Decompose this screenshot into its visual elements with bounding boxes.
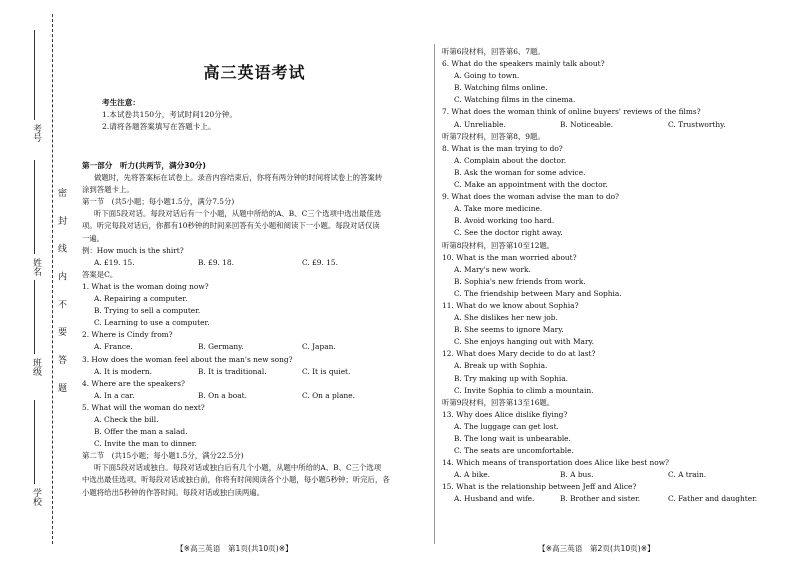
option: A. Going to town. — [454, 71, 520, 81]
school-blank — [34, 400, 35, 484]
option: B. Noticeable. — [560, 119, 614, 129]
question: 1. What is the woman doing now? — [82, 281, 209, 291]
class-label: 班级 — [31, 358, 41, 376]
option: C. A train. — [668, 470, 707, 480]
option: B. It is traditional. — [198, 366, 267, 376]
example-options — [82, 257, 427, 269]
example-answer: 答案是C。 — [82, 269, 118, 279]
directions: 涂到答题卡上。 — [82, 185, 134, 195]
question: 12. What does Mary decide to do at last? — [442, 349, 596, 359]
question: 3. How does the woman feel about the man's new song? — [82, 354, 293, 364]
part-heading: 第一部分 听力(共两节，满分30分) — [82, 161, 206, 170]
directions: 项。听完每段对话后，你都有10秒钟的时间来回答有关小题和阅读下一小题。每段对话仅读 — [82, 221, 380, 231]
options-row — [82, 341, 427, 353]
question: 14. Which means of transportation does Alice like best now? — [442, 458, 670, 468]
question: 6. What do the speakers mainly talk about? — [442, 59, 605, 69]
question: 11. What do we know about Sophia? — [442, 300, 579, 310]
exam-number-label: 考号 — [31, 124, 41, 142]
page-footer-right: 【※高三英语 第2页(共10页)※】 — [538, 544, 655, 553]
options-row — [82, 366, 427, 378]
option: A. In a car. — [94, 390, 135, 400]
option: A. She dislikes her new job. — [454, 313, 558, 323]
options-row — [82, 390, 427, 402]
option: C. Invite Sophia to climb a mountain. — [454, 385, 594, 395]
example-question: 例：How much is the shirt? — [82, 245, 184, 255]
question: 2. Where is Cindy from? — [82, 330, 173, 340]
question: 9. What does the woman advise the man to do? — [442, 192, 620, 202]
option: A. Complain about the doctor. — [454, 155, 567, 165]
notice-item: 1.本试卷共150分，考试时间120分钟。 — [102, 110, 237, 119]
option: C. It is quiet. — [302, 366, 351, 376]
school-label: 学校 — [31, 488, 41, 506]
seal-line — [52, 14, 53, 544]
directions: 听下面5段对话或独白。每段对话或独白后有几个小题，从题中所给的A、B、C三个选项 — [94, 463, 382, 473]
option: B. The long wait is unbearable. — [454, 434, 571, 443]
option: B. Sophia's new friends from work. — [454, 276, 586, 286]
option: C. On a plane. — [302, 390, 355, 400]
option: C. Trustworthy. — [668, 119, 726, 129]
name-blank — [34, 160, 35, 254]
column-divider — [434, 44, 435, 544]
option: B. On a boat. — [198, 390, 247, 400]
option: B. Trying to sell a computer. — [94, 306, 201, 316]
option: C. The friendship between Mary and Sophia. — [454, 288, 622, 298]
class-blank — [34, 280, 35, 354]
option: C. Make an appointment with the doctor. — [454, 180, 608, 190]
option: C. Japan. — [302, 342, 336, 352]
option: A. £19. 15. — [94, 257, 135, 267]
section-heading: 第一节 (共5小题；每小题1.5分，满分7.5分) — [82, 197, 235, 207]
name-label: 姓名 — [31, 258, 41, 276]
option: B. A bus. — [560, 470, 594, 480]
option: C. Invite the man to dinner. — [94, 439, 197, 449]
option: A. A bike. — [454, 470, 491, 480]
option: C. £9. 15. — [302, 257, 338, 267]
page-footer-left: 【※高三英语 第1页(共10页)※】 — [176, 544, 293, 553]
option: A. It is modern. — [94, 366, 152, 376]
directions: 中选出最佳选项。听每段对话或独白前，你将有时间阅读各个小题，每小题5秒钟；听完后，各 — [82, 475, 390, 485]
question: 15. What is the relationship between Jeff and Alice? — [442, 482, 637, 492]
directions: 一遍。 — [82, 233, 105, 243]
options-row — [442, 119, 782, 131]
directions: 做题时，先将答案标在试卷上。录音内容结束后，你将有两分钟的时间将试卷上的答案转 — [94, 173, 383, 183]
section-heading: 第二节 (共15小题；每小题1.5分，满分22.5分) — [82, 451, 244, 461]
option: B. She seems to ignore Mary. — [454, 325, 564, 335]
binding-margin — [0, 0, 66, 561]
notice-item: 2.请将各题答案填写在答题卡上。 — [102, 122, 216, 131]
material-heading: 听第9段材料，回答第13至16题。 — [442, 397, 555, 407]
directions: 小题将给出5秒钟的作答时间。每段对话或独白读两遍。 — [82, 487, 265, 497]
option: C. Learning to use a computer. — [94, 318, 210, 328]
option: A. Husband and wife. — [454, 494, 535, 504]
directions: 听下面5段对话。每段对话后有一个小题，从题中所给的A、B、C三个选项中选出最佳选 — [94, 209, 382, 219]
seal-warning: 密 封 线 内 不 要 答 题 — [56, 188, 66, 401]
options-row — [442, 469, 782, 481]
options-row — [442, 493, 782, 505]
option: C. The seats are uncomfortable. — [454, 446, 574, 456]
exam-number-blank — [34, 30, 35, 120]
material-heading: 听第6段材料，回答第6、7题。 — [442, 47, 545, 56]
exam-title: 高三英语考试 — [203, 63, 306, 82]
option: A. France. — [94, 342, 133, 352]
option: A. Take more medicine. — [454, 204, 543, 214]
right-column — [442, 46, 782, 506]
option: A. The luggage can get lost. — [454, 421, 559, 431]
option: B. £9. 18. — [198, 257, 234, 267]
material-heading: 听第7段材料，回答第8、9题。 — [442, 131, 545, 141]
question: 7. What does the woman think of online buyers' reviews of the films? — [442, 107, 701, 117]
left-column — [82, 160, 427, 499]
question: 13. Why does Alice dislike flying? — [442, 409, 568, 419]
option: B. Brother and sister. — [560, 494, 641, 504]
option: C. See the doctor right away. — [454, 228, 563, 238]
option: B. Germany. — [198, 342, 244, 352]
option: A. Unreliable. — [454, 119, 506, 129]
question: 5. What will the woman do next? — [82, 402, 205, 412]
question: 10. What is the man worried about? — [442, 252, 577, 262]
option: C. She enjoys hanging out with Mary. — [454, 337, 595, 347]
option: C. Father and daughter. — [668, 494, 758, 504]
notice-heading: 考生注意： — [102, 98, 140, 107]
option: B. Offer the man a salad. — [94, 427, 188, 437]
notice-box — [102, 97, 237, 133]
question: 4. Where are the speakers? — [82, 378, 185, 388]
option: A. Break up with Sophia. — [454, 361, 548, 371]
option: B. Try making up with Sophia. — [454, 373, 568, 383]
option: B. Ask the woman for some advice. — [454, 167, 586, 177]
option: C. Watching films in the cinema. — [454, 95, 576, 105]
option: B. Watching films online. — [454, 83, 548, 93]
option: A. Mary's new work. — [454, 264, 531, 274]
material-heading: 听第8段材料，回答第10至12题。 — [442, 240, 555, 250]
option: A. Check the bill. — [94, 414, 159, 424]
option: A. Repairing a computer. — [94, 294, 188, 304]
option: B. Avoid working too hard. — [454, 216, 555, 226]
question: 8. What is the man trying to do? — [442, 143, 563, 153]
